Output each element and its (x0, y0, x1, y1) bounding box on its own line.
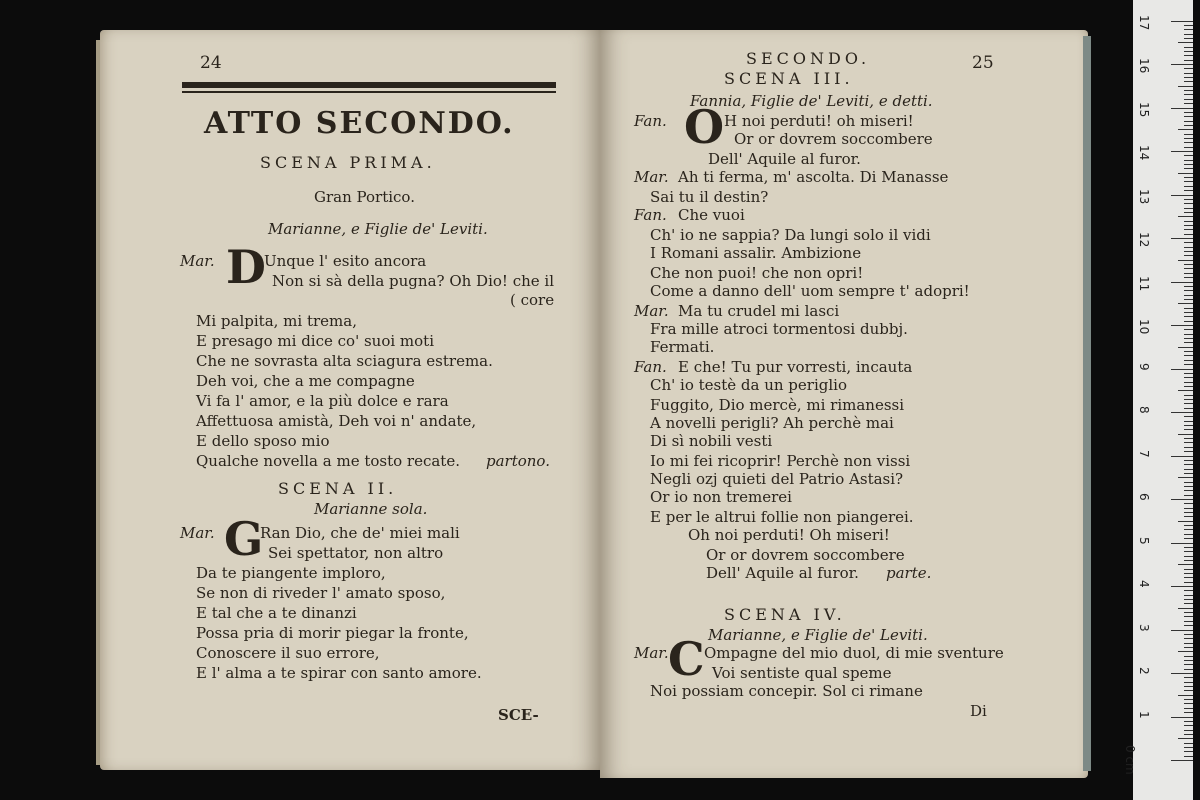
ruler-tick (1184, 625, 1193, 626)
ruler-tick (1178, 260, 1193, 261)
ruler-tick (1184, 699, 1193, 700)
verse-line: Se non di riveder l' amato sposo, (196, 584, 446, 602)
scene-characters: Marianne, e Figlie de' Leviti. (268, 220, 488, 238)
ruler-tick (1184, 721, 1193, 722)
scene-characters: Fannia, Figlie de' Leviti, e detti. (690, 92, 933, 110)
ruler-tick (1184, 616, 1193, 617)
verse-line: Ch' io ne sappia? Da lungi solo il vidi (650, 226, 931, 244)
ruler-label: 9 (1137, 362, 1151, 371)
verse-line: Or io non tremerei (650, 488, 792, 506)
ruler-tick (1184, 164, 1193, 165)
ruler-tick (1171, 760, 1193, 761)
ruler-tick (1184, 573, 1193, 574)
ruler-tick (1184, 94, 1193, 95)
ruler-tick (1184, 551, 1193, 552)
scene-title: SCENA II. (278, 479, 398, 498)
ruler-tick (1184, 621, 1193, 622)
ruler-tick (1171, 369, 1193, 370)
verse-line: Dell' Aquile al furor. (708, 150, 861, 168)
ruler-tick (1184, 612, 1193, 613)
verse-line: Qualche novella a me tosto recate. (196, 452, 460, 470)
ruler-tick (1184, 355, 1193, 356)
verse-line: Dell' Aquile al furor. (706, 564, 859, 582)
speaker-label: Fan. (634, 206, 667, 224)
ruler-tick (1184, 55, 1193, 56)
verse-line: Ch' io testè da un periglio (650, 376, 847, 394)
speaker-label: Mar. (634, 168, 669, 186)
ruler-tick (1184, 442, 1193, 443)
ruler-tick (1184, 447, 1193, 448)
ruler-tick (1171, 21, 1193, 22)
ruler-label: 11 (1137, 275, 1151, 291)
verse-line: E presago mi dice co' suoi moti (196, 332, 435, 350)
ruler-tick (1184, 516, 1193, 517)
ruler-tick (1184, 29, 1193, 30)
ruler-label: 1 (1137, 710, 1151, 719)
ruler-tick (1184, 725, 1193, 726)
ruler-tick (1184, 547, 1193, 548)
verse-line: Conoscere il suo errore, (196, 644, 380, 662)
ruler-tick (1171, 456, 1193, 457)
stage-direction: partono. (486, 452, 550, 470)
ruler-tick (1184, 595, 1193, 596)
scene-title: SCENA III. (724, 69, 854, 88)
ruler-tick (1184, 660, 1193, 661)
verse-line: E che! Tu pur vorresti, incauta (678, 358, 913, 376)
ruler-tick (1171, 282, 1193, 283)
ruler-label: 13 (1137, 188, 1151, 204)
ruler-tick (1178, 303, 1193, 304)
verse-line: Che vuoi (678, 206, 745, 224)
ruler-tick (1171, 151, 1193, 152)
measurement-ruler (1123, 0, 1193, 800)
ruler-tick (1184, 377, 1193, 378)
verse-line: E dello sposo mio (196, 432, 330, 450)
ruler-tick (1184, 647, 1193, 648)
ruler-tick (1184, 208, 1193, 209)
ruler-tick (1184, 408, 1193, 409)
drop-cap: O (684, 100, 725, 154)
ruler-tick (1184, 264, 1193, 265)
stage-direction: parte. (886, 564, 932, 582)
ruler-tick (1184, 473, 1193, 474)
verse-line: Vi fa l' amor, e la più dolce e rara (196, 392, 449, 410)
ornament-rule (182, 82, 556, 88)
ruler-tick (1184, 299, 1193, 300)
ruler-tick (1184, 268, 1193, 269)
ruler-tick (1184, 395, 1193, 396)
ruler-tick (1184, 599, 1193, 600)
scene-characters: Marianne, e Figlie de' Leviti. (708, 626, 928, 644)
ruler-tick (1171, 64, 1193, 65)
ruler-tick (1171, 586, 1193, 587)
ruler-tick (1184, 134, 1193, 135)
left-page (100, 30, 600, 770)
speaker-label: Mar. (180, 524, 215, 542)
verse-line: Noi possiam concepir. Sol ci rimane (650, 682, 923, 700)
ruler-label: 7 (1137, 449, 1151, 458)
verse-line: Come a danno dell' uom sempre t' adopri! (650, 282, 970, 300)
ruler-tick (1184, 142, 1193, 143)
ruler-tick (1184, 212, 1193, 213)
right-page-edge (1083, 36, 1091, 771)
ruler-tick (1184, 229, 1193, 230)
ruler-tick (1171, 543, 1193, 544)
drop-cap: G (224, 512, 264, 566)
ruler-tick (1178, 564, 1193, 565)
ruler-tick (1171, 238, 1193, 239)
ruler-tick (1184, 508, 1193, 509)
ruler-tick (1184, 203, 1193, 204)
ruler-tick (1184, 255, 1193, 256)
ruler-tick (1184, 438, 1193, 439)
ruler-tick (1184, 247, 1193, 248)
ruler-tick (1178, 477, 1193, 478)
ruler-unit: 0 cm (1123, 745, 1137, 775)
verse-line: Possa pria di morir piegar la fronte, (196, 624, 469, 642)
ruler-tick (1184, 429, 1193, 430)
ruler-tick (1184, 295, 1193, 296)
ruler-tick (1184, 451, 1193, 452)
ruler-tick (1184, 329, 1193, 330)
verse-line: Mi palpita, mi trema, (196, 312, 357, 330)
ruler-label: 8 (1137, 406, 1151, 414)
ruler-tick (1184, 538, 1193, 539)
verse-line: Fermati. (650, 338, 715, 356)
ruler-tick (1184, 664, 1193, 665)
ruler-tick (1184, 382, 1193, 383)
scene-setting: Gran Portico. (314, 188, 415, 206)
ruler-tick (1184, 221, 1193, 222)
ruler-tick (1171, 673, 1193, 674)
ruler-tick (1184, 373, 1193, 374)
ruler-tick (1184, 225, 1193, 226)
ruler-tick (1184, 712, 1193, 713)
ruler-tick (1184, 81, 1193, 82)
verse-line: E tal che a te dinanzi (196, 604, 357, 622)
ruler-tick (1178, 86, 1193, 87)
speaker-label: Mar. (634, 644, 669, 662)
ruler-tick (1184, 399, 1193, 400)
verse-line: Sai tu il destin? (650, 188, 769, 206)
ruler-tick (1171, 108, 1193, 109)
ruler-tick (1184, 360, 1193, 361)
ruler-tick (1184, 177, 1193, 178)
ruler-tick (1184, 112, 1193, 113)
ruler-tick (1184, 338, 1193, 339)
verse-line: Oh noi perduti! Oh miseri! (688, 526, 890, 544)
ruler-tick (1184, 316, 1193, 317)
ruler-label: 17 (1137, 14, 1151, 30)
ruler-tick (1184, 469, 1193, 470)
ruler-tick (1184, 277, 1193, 278)
ruler-tick (1171, 630, 1193, 631)
ruler-tick (1178, 695, 1193, 696)
ornament-rule-thin (182, 91, 556, 93)
ruler-tick (1178, 390, 1193, 391)
ruler-tick (1178, 651, 1193, 652)
ruler-label: 5 (1137, 536, 1151, 545)
verse-line: Voi sentiste qual speme (712, 664, 892, 682)
ruler-tick (1184, 482, 1193, 483)
ruler-label: 10 (1137, 319, 1151, 335)
ruler-tick (1184, 490, 1193, 491)
ruler-tick (1184, 569, 1193, 570)
drop-cap: D (226, 240, 266, 294)
ruler-tick (1171, 412, 1193, 413)
ruler-tick (1184, 73, 1193, 74)
ruler-tick (1178, 173, 1193, 174)
verse-line: ( core (510, 291, 555, 309)
ruler-tick (1184, 686, 1193, 687)
verse-line: I Romani assalir. Ambizione (650, 244, 862, 262)
ruler-tick (1184, 186, 1193, 187)
ruler-tick (1171, 717, 1193, 718)
ruler-tick (1184, 199, 1193, 200)
ruler-tick (1184, 273, 1193, 274)
ruler-tick (1184, 90, 1193, 91)
ruler-tick (1178, 608, 1193, 609)
ruler-label: 12 (1137, 232, 1151, 248)
ruler-tick (1184, 364, 1193, 365)
ruler-tick (1178, 738, 1193, 739)
verse-line: Negli ozj quieti del Patrio Astasi? (650, 470, 904, 488)
ruler-tick (1184, 669, 1193, 670)
speaker-label: Mar. (180, 252, 215, 270)
verse-line: Che non puoi! che non opri! (650, 264, 864, 282)
verse-line: Fuggito, Dio mercè, mi rimanessi (650, 396, 905, 414)
verse-line: Ompagne del mio duol, di mie sventure (704, 644, 1004, 662)
verse-line: Che ne sovrasta alta sciagura estrema. (196, 352, 493, 370)
ruler-tick (1184, 556, 1193, 557)
verse-line: Ma tu crudel mi lasci (678, 302, 840, 320)
ruler-label: 4 (1137, 580, 1151, 588)
ruler-tick (1184, 47, 1193, 48)
ruler-tick (1184, 677, 1193, 678)
verse-line: Ran Dio, che de' miei mali (260, 524, 460, 542)
ruler-tick (1184, 582, 1193, 583)
ruler-tick (1184, 734, 1193, 735)
ruler-label: 6 (1137, 493, 1151, 501)
drop-cap: C (668, 632, 705, 686)
ruler-tick (1178, 216, 1193, 217)
ruler-tick (1178, 129, 1193, 130)
ruler-tick (1184, 121, 1193, 122)
verse-line: A novelli perigli? Ah perchè mai (650, 414, 894, 432)
ruler-tick (1184, 34, 1193, 35)
ruler-tick (1184, 155, 1193, 156)
page-number-left: 24 (200, 53, 222, 73)
verse-line: Or or dovrem soccombere (706, 546, 905, 564)
ruler-label: 14 (1137, 145, 1151, 161)
ruler-tick (1184, 51, 1193, 52)
running-header: SECONDO. (746, 49, 871, 68)
scene-title: SCENA PRIMA. (260, 153, 436, 172)
ruler-tick (1184, 495, 1193, 496)
ruler-tick (1184, 525, 1193, 526)
speaker-label: Fan. (634, 112, 667, 130)
ruler-tick (1184, 60, 1193, 61)
ruler-tick (1184, 590, 1193, 591)
verse-line: Di sì nobili vesti (650, 432, 773, 450)
scene-title: SCENA IV. (724, 605, 846, 624)
ruler-tick (1184, 308, 1193, 309)
ruler-tick (1184, 708, 1193, 709)
ruler-tick (1184, 147, 1193, 148)
ruler-tick (1184, 425, 1193, 426)
ruler-tick (1184, 756, 1193, 757)
ruler-tick (1184, 560, 1193, 561)
verse-line: E per le altrui follie non piangerei. (650, 508, 914, 526)
ruler-tick (1184, 603, 1193, 604)
catchword: Di (970, 702, 987, 720)
ruler-tick (1171, 499, 1193, 500)
ruler-tick (1184, 747, 1193, 748)
ruler-tick (1184, 286, 1193, 287)
ruler-tick (1184, 190, 1193, 191)
ruler-tick (1184, 251, 1193, 252)
ruler-label: 3 (1137, 623, 1151, 632)
ruler-tick (1184, 743, 1193, 744)
verse-line: Io mi fei ricoprir! Perchè non vissi (650, 452, 911, 470)
verse-line: Ah ti ferma, m' ascolta. Di Manasse (678, 168, 949, 186)
verse-line: Or or dovrem soccombere (734, 130, 933, 148)
ruler-tick (1171, 195, 1193, 196)
ruler-tick (1184, 125, 1193, 126)
ruler-tick (1178, 347, 1193, 348)
verse-line: Unque l' esito ancora (264, 252, 427, 270)
ruler-tick (1184, 464, 1193, 465)
ruler-tick (1184, 38, 1193, 39)
ruler-tick (1184, 643, 1193, 644)
ruler-tick (1184, 351, 1193, 352)
ruler-tick (1184, 234, 1193, 235)
ruler-tick (1184, 168, 1193, 169)
ruler-tick (1184, 682, 1193, 683)
ruler-tick (1184, 242, 1193, 243)
ruler-tick (1184, 181, 1193, 182)
verse-line: H noi perduti! oh miseri! (724, 112, 914, 130)
verse-line: Da te piangente imploro, (196, 564, 386, 582)
verse-line: Non si sà della pugna? Oh Dio! che il (272, 272, 554, 290)
ruler-tick (1184, 656, 1193, 657)
ruler-tick (1184, 529, 1193, 530)
verse-line: E l' alma a te spirar con santo amore. (196, 664, 482, 682)
ruler-tick (1184, 512, 1193, 513)
ruler-tick (1184, 403, 1193, 404)
ruler-label: 2 (1137, 667, 1151, 675)
ruler-tick (1184, 416, 1193, 417)
ruler-tick (1171, 325, 1193, 326)
ruler-tick (1184, 703, 1193, 704)
ruler-tick (1184, 386, 1193, 387)
ruler-tick (1184, 503, 1193, 504)
scene-characters: Marianne sola. (314, 500, 428, 518)
ruler-tick (1184, 99, 1193, 100)
verse-line: Affettuosa amistà, Deh voi n' andate, (196, 412, 477, 430)
verse-line: Sei spettator, non altro (268, 544, 444, 562)
ruler-tick (1184, 312, 1193, 313)
speaker-label: Fan. (634, 358, 667, 376)
ruler-tick (1184, 103, 1193, 104)
page-number-right: 25 (972, 53, 994, 73)
ruler-tick (1184, 460, 1193, 461)
verse-line: Deh voi, che a me compagne (196, 372, 415, 390)
ruler-tick (1184, 138, 1193, 139)
ruler-tick (1184, 25, 1193, 26)
ruler-tick (1178, 434, 1193, 435)
ruler-tick (1184, 321, 1193, 322)
ruler-tick (1184, 160, 1193, 161)
right-page (600, 30, 1088, 778)
ruler-tick (1184, 421, 1193, 422)
ruler-label: 15 (1137, 101, 1151, 117)
ruler-tick (1184, 577, 1193, 578)
ruler-tick (1178, 42, 1193, 43)
ruler-tick (1184, 534, 1193, 535)
ruler-tick (1184, 334, 1193, 335)
verse-line: Fra mille atroci tormentosi dubbj. (650, 320, 908, 338)
ruler-tick (1178, 521, 1193, 522)
ruler-tick (1184, 730, 1193, 731)
ruler-tick (1184, 68, 1193, 69)
ruler-tick (1184, 634, 1193, 635)
ruler-tick (1184, 290, 1193, 291)
speaker-label: Mar. (634, 302, 669, 320)
ruler-tick (1184, 77, 1193, 78)
ruler-tick (1184, 116, 1193, 117)
ruler-tick (1184, 486, 1193, 487)
ruler-label: 16 (1137, 58, 1151, 74)
act-title: ATTO SECONDO. (204, 106, 515, 141)
ruler-tick (1184, 342, 1193, 343)
ruler-tick (1184, 638, 1193, 639)
catchword: SCE- (498, 706, 539, 724)
ruler-tick (1184, 690, 1193, 691)
ruler-tick (1184, 751, 1193, 752)
